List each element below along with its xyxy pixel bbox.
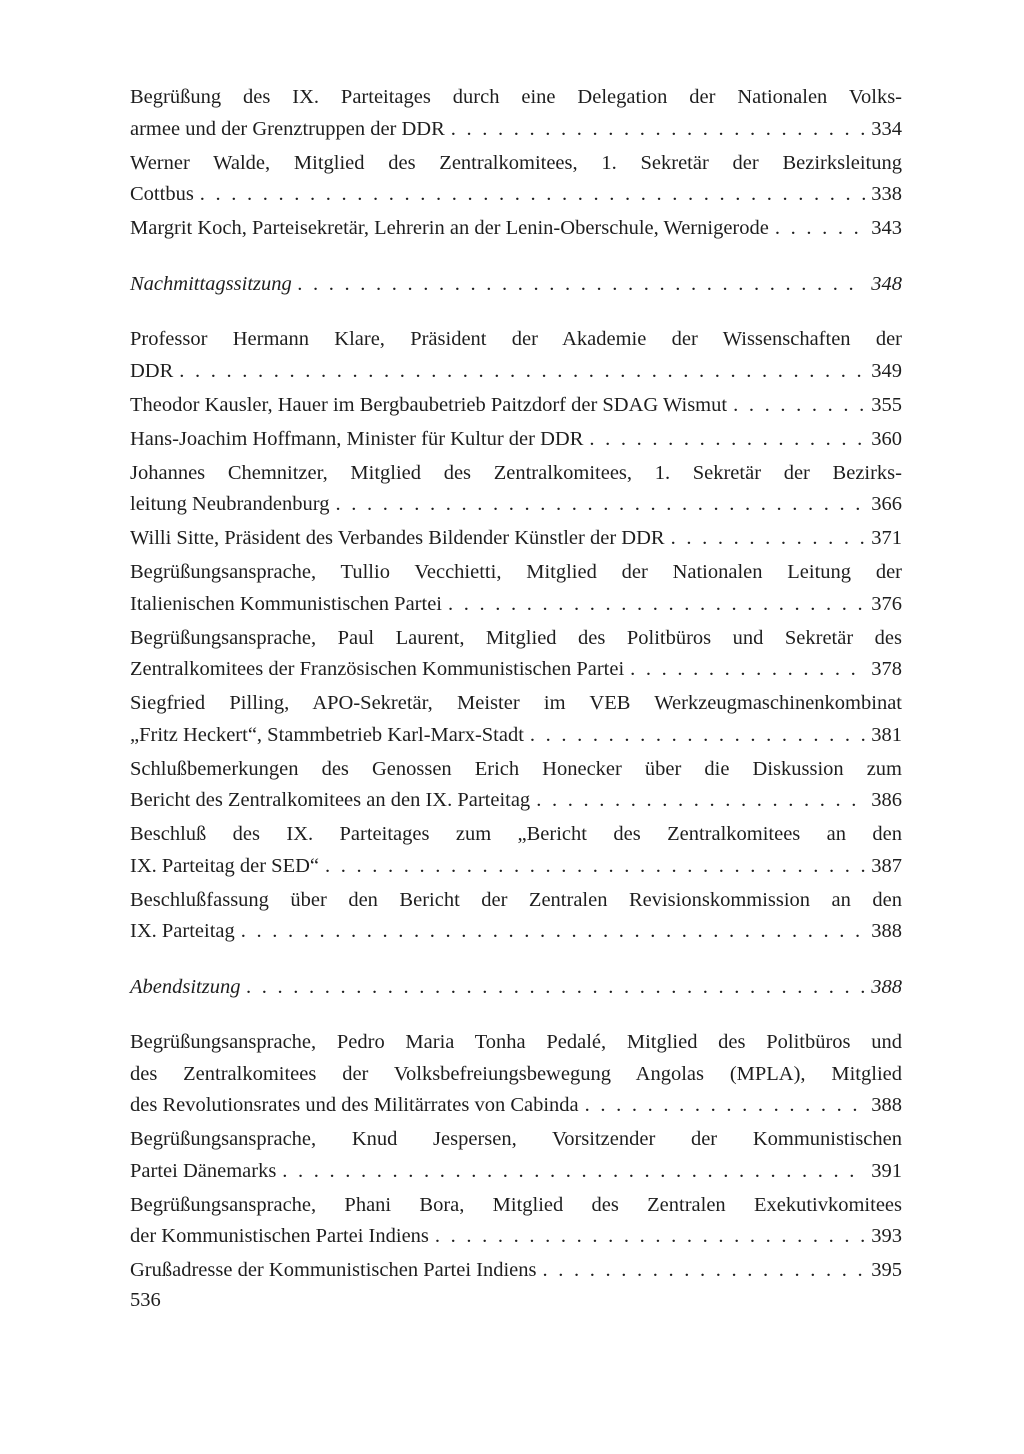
toc-entry-last-line: [130, 424, 902, 456]
toc-entry: [130, 390, 902, 422]
toc-entry: [130, 754, 902, 817]
toc-entry-title: Willi Sitte, Präsident des Verbandes Bildender Künstler der DDR: [130, 527, 665, 549]
leader-dots: [435, 1221, 865, 1253]
toc-entry-line: Begrüßungsansprache, Phani Bora, Mitglied des Zentralen Exekutivkomitees: [130, 1193, 902, 1216]
leader-dots: [335, 489, 865, 521]
toc-entry-line: Beschluß des IX. Parteitages zum „Bericht des Zentralkomitees an den: [130, 823, 902, 845]
toc-page-number: 378: [871, 658, 902, 680]
toc-entry-last-line: [130, 654, 902, 686]
toc-entry-line: Begrüßungsansprache, Paul Laurent, Mitglied des Politbüros und Sekretär des: [130, 626, 902, 649]
toc-entry: [130, 885, 902, 948]
toc-entry-line: Schlußbemerkungen des Genossen Erich Honecker über die Diskussion zum: [130, 757, 902, 780]
leader-dots: [589, 424, 865, 456]
toc-entry: [130, 213, 902, 245]
toc-entry: [130, 1124, 902, 1187]
leader-dots: [530, 720, 865, 752]
leader-dots: [630, 654, 865, 686]
toc-entry-last-line: [130, 213, 902, 245]
toc-entry: [130, 1027, 902, 1122]
toc-page-number: 388: [871, 1094, 902, 1116]
toc-entry-last-line: [130, 356, 902, 388]
toc-entry: [130, 688, 902, 751]
leader-dots: [451, 114, 865, 146]
toc-entry-last-line: [130, 390, 902, 422]
toc-page-number: 348: [871, 272, 902, 295]
toc-entry-last-line: [130, 1255, 902, 1287]
toc-page-number: 355: [871, 393, 902, 416]
toc-entry-last-line: [130, 720, 902, 752]
toc-entry-line: Werner Walde, Mitglied des Zentralkomitees, 1. Sekretär der Bezirksleitung: [130, 151, 902, 174]
toc-entry: [130, 557, 902, 620]
toc-entry-line: Siegfried Pilling, APO-Sekretär, Meister im VEB Werkzeugmaschinenkombinat: [130, 692, 902, 714]
leader-dots: [671, 523, 866, 555]
section-heading: [130, 972, 902, 1004]
toc-page-number: 349: [871, 359, 902, 382]
section-title: Nachmittagssitzung: [130, 272, 292, 295]
toc-entry: [130, 458, 902, 521]
leader-dots: [775, 213, 865, 245]
toc-entry-last-line: [130, 916, 902, 948]
toc-entry-line: Begrüßungsansprache, Tullio Vecchietti, Mitglied der Nationalen Leitung der: [130, 561, 902, 583]
toc-entry: [130, 148, 902, 211]
toc-page-number: 334: [871, 117, 902, 140]
leader-dots: [325, 851, 865, 883]
toc-entry-line: Begrüßungsansprache, Pedro Maria Tonha Pedalé, Mitglied des Politbüros und: [130, 1031, 902, 1053]
toc-entry-title: Cottbus: [130, 183, 194, 205]
leader-dots: [733, 390, 865, 422]
leader-dots: [282, 1156, 865, 1188]
toc-entry-line: Begrüßungsansprache, Knud Jespersen, Vorsitzender der Kommunistischen: [130, 1128, 902, 1150]
toc-entry-title: der Kommunistischen Partei Indiens: [130, 1225, 429, 1247]
toc-entry-title: armee und der Grenztruppen der DDR: [130, 117, 445, 140]
toc-entry-last-line: [130, 589, 902, 621]
toc-entry-line: Begrüßung des IX. Parteitages durch eine Delegation der Nationalen Volks-: [130, 86, 902, 108]
toc-entry-title: DDR: [130, 359, 174, 382]
leader-dots: [179, 356, 865, 388]
toc-page-number: 343: [871, 217, 902, 239]
toc-entry-line: Beschlußfassung über den Bericht der Zentralen Revisionskommission an den: [130, 888, 902, 911]
toc-page-number: 381: [871, 723, 902, 746]
leader-dots: [585, 1090, 866, 1122]
toc-page-number: 391: [871, 1159, 902, 1182]
toc-entry: [130, 819, 902, 882]
leader-dots: [543, 1255, 866, 1287]
toc-entry-last-line: [130, 179, 902, 211]
section-heading: [130, 269, 902, 301]
leader-dots: [536, 785, 865, 817]
toc-entry-title: Grußadresse der Kommunistischen Partei Indiens: [130, 1259, 537, 1281]
toc-page-number: 366: [871, 493, 902, 515]
leader-dots: [246, 972, 865, 1004]
toc-entry-title: Italienischen Kommunistischen Partei: [130, 592, 442, 615]
section-title: Abendsitzung: [130, 975, 241, 998]
toc-entry-last-line: [130, 851, 902, 883]
toc-entry: [130, 424, 902, 456]
toc-page-number: 386: [871, 789, 902, 811]
toc-entry: [130, 324, 902, 387]
table-of-contents: [130, 82, 902, 1289]
leader-dots: [241, 916, 866, 948]
toc-entry-last-line: [130, 269, 902, 301]
toc-page-number: 388: [871, 975, 902, 998]
toc-entry-last-line: [130, 489, 902, 521]
toc-entry-line: Professor Hermann Klare, Präsident der Akademie der Wissenschaften der: [130, 328, 902, 350]
toc-entry-last-line: [130, 523, 902, 555]
toc-entry-title: Margrit Koch, Parteisekretär, Lehrerin an der Lenin-Oberschule, Wernigerode: [130, 217, 769, 239]
toc-page-number: 393: [871, 1225, 902, 1247]
toc-entry-title: „Fritz Heckert“, Stammbetrieb Karl-Marx-Stadt: [130, 723, 524, 746]
toc-entry-title: IX. Parteitag: [130, 920, 235, 942]
toc-entry: [130, 623, 902, 686]
toc-page-number: 338: [871, 183, 902, 205]
toc-entry-title: Theodor Kausler, Hauer im Bergbaubetrieb Paitzdorf der SDAG Wismut: [130, 393, 728, 416]
toc-entry-line: Johannes Chemnitzer, Mitglied des Zentralkomitees, 1. Sekretär der Bezirks-: [130, 461, 902, 484]
toc-entry: [130, 1190, 902, 1253]
toc-page-number: 395: [871, 1259, 902, 1281]
toc-entry-title: Partei Dänemarks: [130, 1159, 277, 1182]
toc-entry-last-line: [130, 1090, 902, 1122]
toc-entry-last-line: [130, 1221, 902, 1253]
toc-entry: [130, 523, 902, 555]
toc-entry-title: Bericht des Zentralkomitees an den IX. Parteitag: [130, 789, 531, 811]
toc-page-number: 376: [871, 592, 902, 615]
leader-dots: [298, 269, 866, 301]
toc-page-number: 387: [871, 854, 902, 877]
toc-entry-last-line: [130, 785, 902, 817]
leader-dots: [200, 179, 865, 211]
toc-entry-title: leitung Neubrandenburg: [130, 493, 330, 515]
toc-entry-title: IX. Parteitag der SED“: [130, 854, 319, 877]
toc-page-number: 388: [871, 920, 902, 942]
toc-entry-title: Zentralkomitees der Französischen Kommunistischen Partei: [130, 658, 625, 680]
toc-entry: [130, 1255, 902, 1287]
toc-entry: [130, 82, 902, 145]
toc-entry-last-line: [130, 972, 902, 1004]
toc-entry-title: des Revolutionsrates und des Militärrates von Cabinda: [130, 1094, 579, 1116]
toc-page-number: 360: [871, 427, 902, 450]
toc-entry-title: Hans-Joachim Hoffmann, Minister für Kultur der DDR: [130, 427, 584, 450]
toc-entry-last-line: [130, 1156, 902, 1188]
toc-page-number: 371: [871, 527, 902, 549]
toc-entry-last-line: [130, 114, 902, 146]
page-number: 536: [130, 1289, 161, 1311]
leader-dots: [448, 589, 865, 621]
toc-entry-line: des Zentralkomitees der Volksbefreiungsbewegung Angolas (MPLA), Mitglied: [130, 1062, 902, 1085]
